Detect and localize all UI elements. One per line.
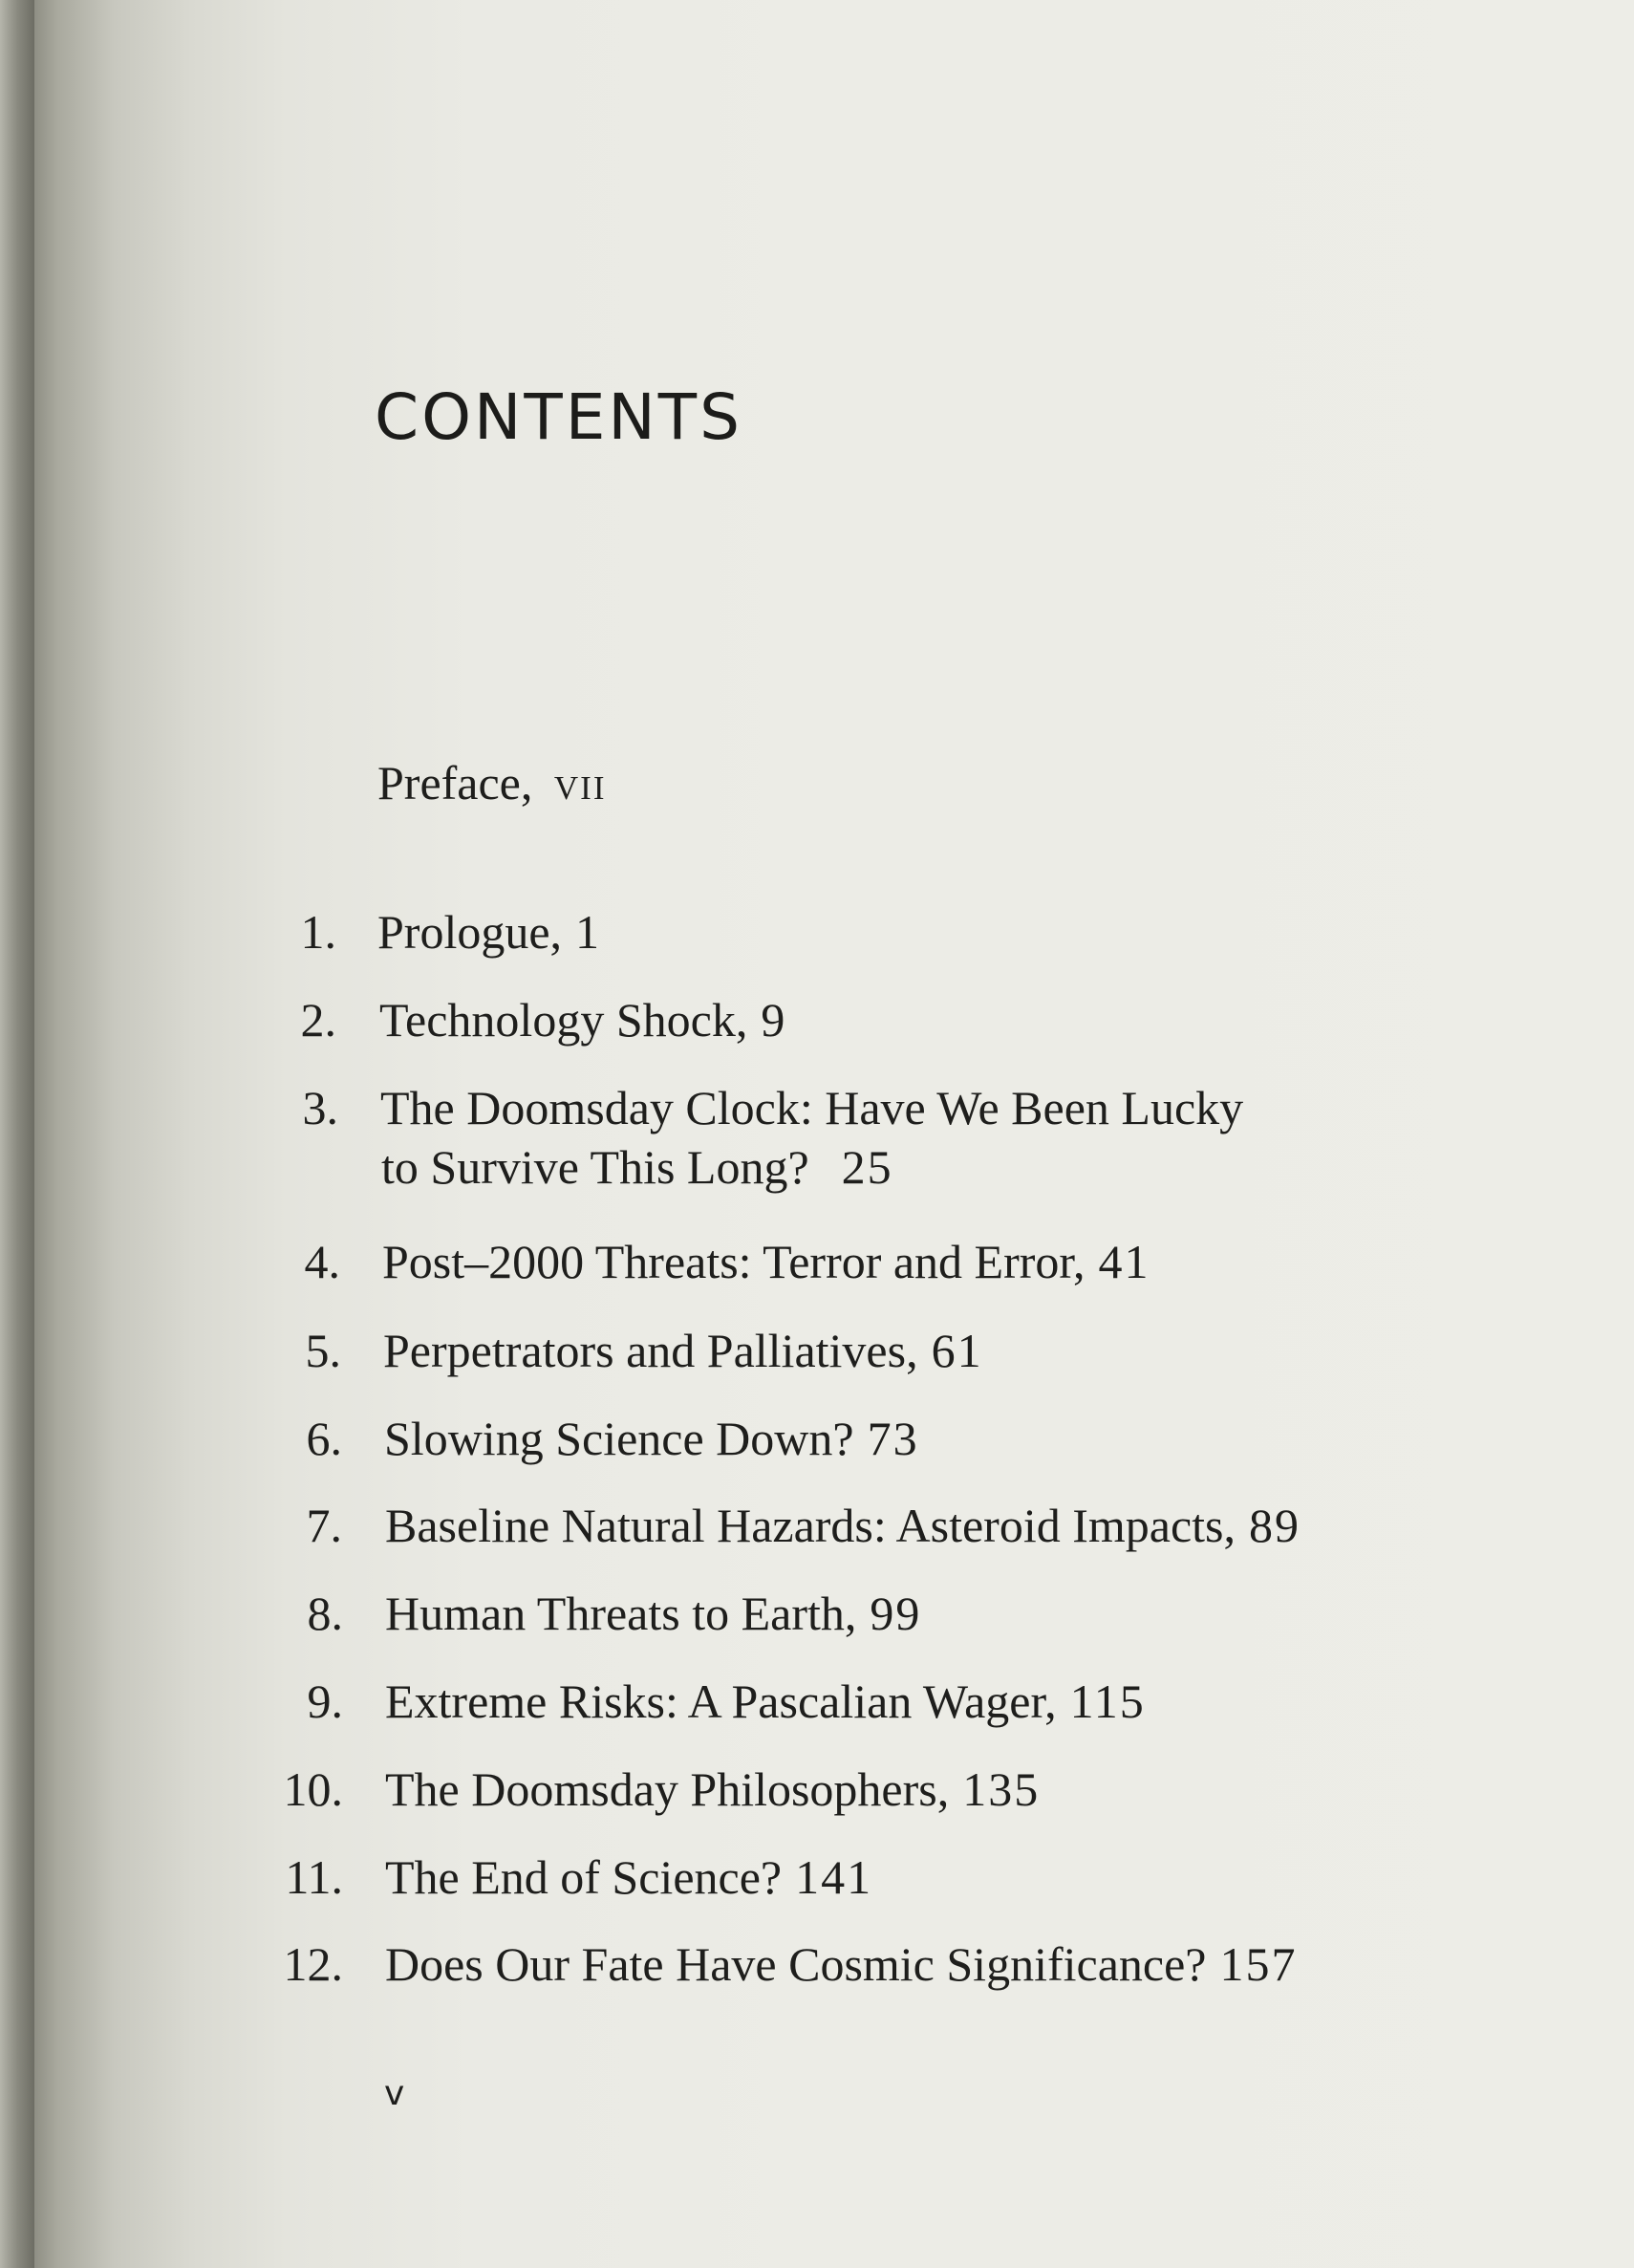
- toc-title: Human Threats to Earth, 99: [385, 1587, 922, 1640]
- toc-page: 9: [761, 993, 787, 1047]
- toc-title: The Doomsday Philosophers, 135: [385, 1762, 1041, 1816]
- toc-title: The End of Science? 141: [385, 1850, 873, 1904]
- toc-number: 9.: [307, 1674, 343, 1728]
- toc-number: 11.: [285, 1850, 343, 1904]
- contents-heading: CONTENTS: [375, 380, 743, 454]
- toc-page: 1: [575, 905, 602, 959]
- preface-entry: [377, 755, 606, 810]
- toc-number: 2.: [300, 993, 336, 1047]
- toc-page: 115: [1069, 1674, 1146, 1728]
- page-folio: v: [384, 2074, 405, 2113]
- toc-title: Slowing Science Down? 73: [384, 1412, 919, 1465]
- toc-page: 157: [1219, 1937, 1298, 1991]
- toc-page: 41: [1098, 1235, 1150, 1288]
- toc-title: Extreme Risks: A Pascalian Wager, 115: [385, 1674, 1146, 1728]
- toc-number: 3.: [302, 1081, 338, 1134]
- toc-title: Does Our Fate Have Cosmic Significance? 157: [385, 1937, 1298, 1991]
- toc-page: 89: [1249, 1499, 1301, 1552]
- preface-label: Preface,: [377, 756, 533, 810]
- toc-page: 73: [867, 1412, 919, 1465]
- toc-title: Baseline Natural Hazards: Asteroid Impacts, 89: [385, 1499, 1301, 1552]
- toc-page: 99: [870, 1587, 922, 1640]
- preface-page: vii: [553, 756, 607, 810]
- toc-page: 141: [795, 1850, 873, 1904]
- toc-page: 135: [962, 1762, 1041, 1816]
- toc-number: 8.: [307, 1587, 343, 1640]
- toc-number: 12.: [283, 1937, 343, 1991]
- toc-title-continued: to Survive This Long? 25: [381, 1140, 893, 1194]
- toc-number: 10.: [283, 1762, 343, 1816]
- toc-page: 25: [841, 1140, 893, 1194]
- toc-number: 7.: [306, 1499, 342, 1552]
- toc-title: Perpetrators and Palliatives, 61: [383, 1324, 983, 1377]
- toc-number: 1.: [300, 905, 336, 959]
- toc-title: Prologue, 1: [377, 905, 602, 959]
- toc-number: 5.: [305, 1324, 341, 1377]
- toc-number: 6.: [306, 1412, 342, 1465]
- book-gutter-shadow: [0, 0, 34, 2268]
- toc-title: The Doomsday Clock: Have We Been Lucky: [380, 1081, 1244, 1134]
- toc-page: 61: [931, 1324, 983, 1377]
- toc-title: Post–2000 Threats: Terror and Error, 41: [382, 1235, 1150, 1288]
- toc-title: Technology Shock, 9: [379, 993, 787, 1047]
- toc-number: 4.: [304, 1235, 340, 1288]
